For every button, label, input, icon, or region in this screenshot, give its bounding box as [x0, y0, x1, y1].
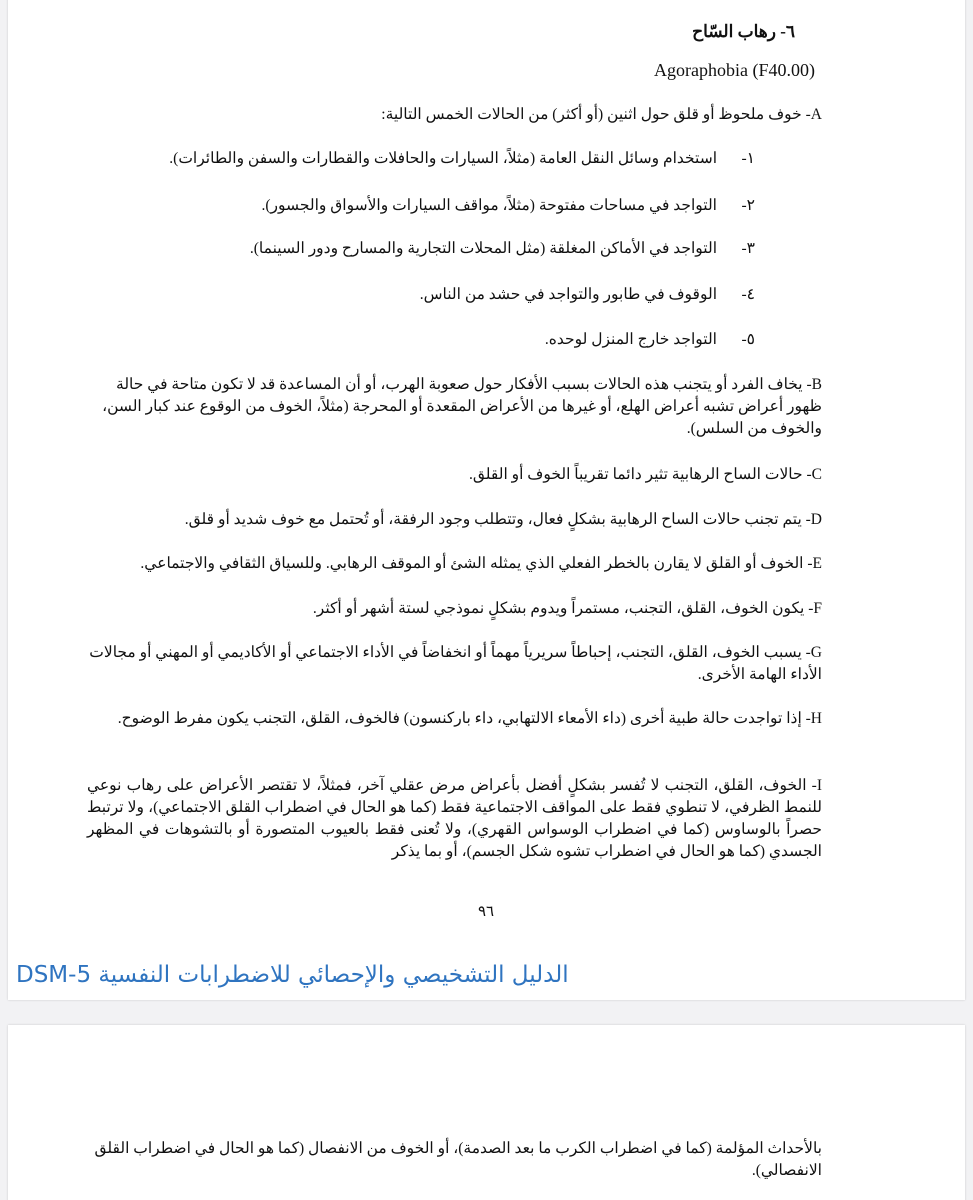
item-number: ١- [741, 150, 755, 167]
continuation-text: بالأحداث المؤلمة (كما في اضطراب الكرب ما بعد الصدمة)، أو الخوف من الانفصال (كما هو الحال في اضطراب القلق الانفصالي). [94, 1140, 822, 1179]
disorder-english-title: Agoraphobia (F40.00) [654, 60, 815, 80]
item-text: الوقوف في طابور والتواجد في حشد من الناس. [419, 286, 717, 303]
criterion-a-item-3 [250, 238, 755, 260]
item-text: التواجد في مساحات مفتوحة (مثلاً، مواقف السيارات والأسواق والجسور). [261, 197, 717, 214]
criterion-a-item-1 [169, 148, 755, 170]
item-text: التواجد في الأماكن المغلقة (مثل المحلات التجارية والمسارح ودور السينما). [249, 240, 717, 257]
criterion-h: H- إذا تواجدت حالة طبية أخرى (داء الأمعاء الالتهابي، داء باركنسون) فالخوف، القلق، التجنب يكون مفرط الوضوح. [117, 710, 822, 727]
criterion-f: F- يكون الخوف، القلق، التجنب، مستمراً ويدوم بشكلٍ نموذجي لستة أشهر أو أكثر. [312, 600, 822, 617]
section-heading: ٦- رهاب السّاح [692, 22, 795, 41]
item-number: ٢- [741, 197, 755, 214]
item-number: ٤- [741, 286, 755, 303]
criterion-e: E- الخوف أو القلق لا يقارن بالخطر الفعلي الذي يمثله الشئ أو الموقف الرهابي. وللسياق الثقافي والاجتماعي. [140, 555, 822, 572]
criterion-a-item-4 [420, 284, 755, 306]
item-number: ٣- [741, 240, 755, 257]
page-number: ٩٦ [478, 904, 495, 920]
item-number: ٥- [741, 331, 755, 348]
criterion-c: C- حالات الساح الرهابية تثير دائما تقريباً الخوف أو القلق. [468, 466, 822, 483]
criterion-a: A- خوف ملحوظ أو قلق حول اثنين (أو أكثر) من الحالات الخمس التالية: [381, 106, 822, 123]
item-text: استخدام وسائل النقل العامة (مثلاً، السيارات والحافلات والقطارات والسفن والطائرات). [169, 150, 717, 167]
book-title-footer: الدليل التشخيصي والإحصائي للاضطرابات النفسية DSM-5 [16, 962, 569, 988]
criterion-d: D- يتم تجنب حالات الساح الرهابية بشكلٍ فعال، وتتطلب وجود الرفقة، أو تُحتمل مع خوف شديد أو قلق. [184, 511, 822, 528]
criterion-i: I- الخوف، القلق، التجنب لا تُفسر بشكلٍ أفضل بأعراض مرض عقلي آخر، فمثلاً، لا تقتصر الأعراض على رهاب نوعي للنمط الظرفي، لا تنطوي فقط على المواقف الاجتماعية فقط (كما هو الحال في اضطراب القلق الاجتماعي)، ولا ترتبط حصراً بالوساوس (كما في اضطراب الوسواس القهري)، ولا تُعنى فقط بالعيوب المتصورة أو بالتشوهات في المظهر الجسدي (كما هو الحال في اضطراب تشوه شكل الجسم)، أو بما يذكر [87, 777, 822, 860]
criterion-a-item-2 [262, 195, 755, 217]
criterion-b: B- يخاف الفرد أو يتجنب هذه الحالات بسبب الأفكار حول صعوبة الهرب، أو أن المساعدة قد لا تكون متاحة في حالة ظهور أعراض تشبه أعراض الهلع، أو غيرها من الأعراض المقعدة أو المحرجة (مثلاً، الخوف من الوقوع عند كبار السن، والخوف من السلس). [102, 376, 822, 437]
criterion-g: G- يسبب الخوف، القلق، التجنب، إحباطاً سريرياً مهماً أو انخفاضاً في الأداء الاجتماعي أو الأكاديمي أو المهني أو مجالات الأداء الهامة الأخرى. [89, 644, 822, 683]
document-page-2 [8, 1025, 965, 1200]
document-page-1 [8, 0, 965, 1000]
item-text: التواجد خارج المنزل لوحده. [544, 331, 717, 348]
criterion-a-item-5 [545, 329, 755, 351]
